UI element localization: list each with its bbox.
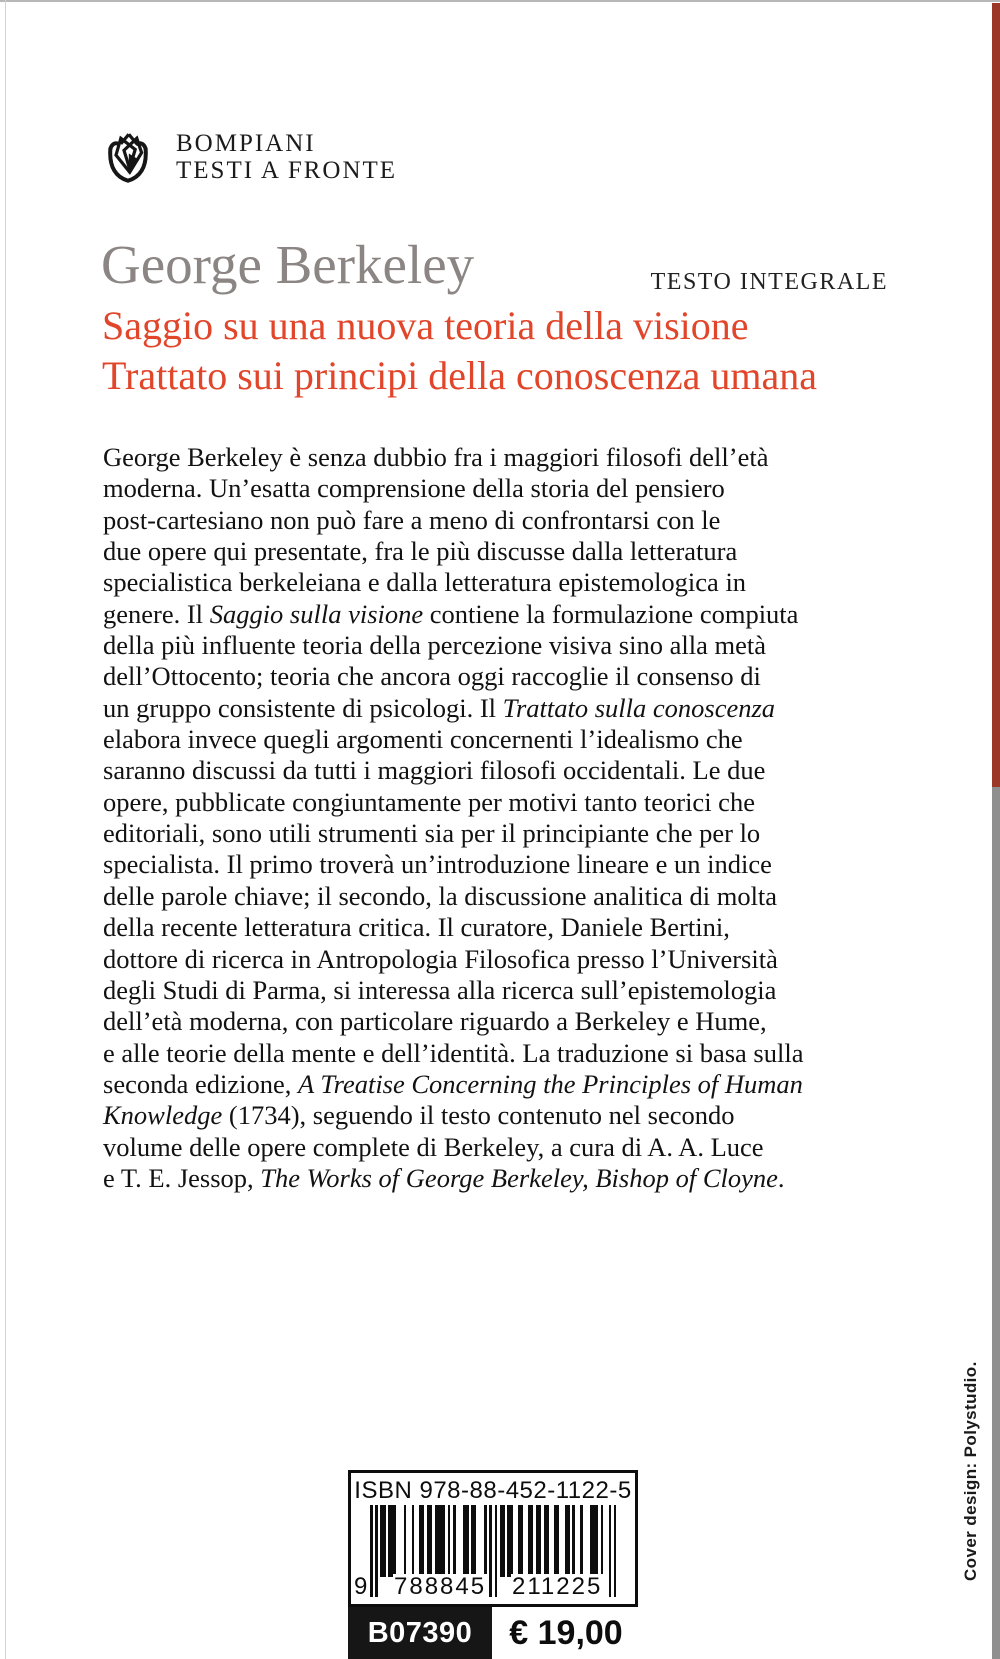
- blurb-line: della recente letteratura critica. Il curatore, Daniele Bertini,: [103, 912, 730, 943]
- author-name: George Berkeley: [101, 234, 475, 295]
- blurb: [103, 442, 803, 1194]
- blurb-line: specialista. Il primo troverà un’introduzione lineare e un indice: [103, 849, 772, 880]
- book-titles: [102, 301, 817, 401]
- isbn-label: ISBN 978-88-452-1122-5: [354, 1477, 632, 1504]
- blurb-line: saranno discussi da tutti i maggiori filosofi occidentali. Le due: [103, 755, 766, 786]
- barcode-digits: [351, 1574, 635, 1600]
- blurb-line: e T. E. Jessop, The Works of George Berkeley, Bishop of Cloyne.: [103, 1162, 785, 1193]
- publisher-line2: TESTI A FRONTE: [176, 157, 398, 184]
- price-band: [348, 1607, 640, 1659]
- blurb-line: seconda edizione, A Treatise Concerning the Principles of Human: [103, 1068, 803, 1099]
- blurb-line: e alle teorie della mente e dell’identità. La traduzione si basa sulla: [103, 1037, 804, 1068]
- blurb-line: elabora invece quegli argomenti concernenti l’idealismo che: [103, 724, 743, 755]
- blurb-line: Knowledge (1734), seguendo il testo contenuto nel secondo: [103, 1100, 735, 1131]
- barcode-digit-group-1: 9: [354, 1573, 370, 1600]
- blurb-line: due opere qui presentate, fra le più discusse dalla letteratura: [103, 536, 738, 567]
- barcode-digit-group-2: 788845: [394, 1573, 487, 1600]
- bompiani-rose-icon: [104, 130, 152, 185]
- spine-stripe-red: [992, 3, 1000, 787]
- catalog-code: B07390: [348, 1607, 492, 1659]
- spine-stripe-gray: [992, 787, 1000, 1659]
- blurb-line: specialistica berkeleiana e dalla letteratura epistemologica in: [103, 567, 747, 598]
- blurb-line: dottore di ricerca in Antropologia Filosofica presso l’Università: [103, 943, 778, 974]
- blurb-line: delle parole chiave; il secondo, la discussione analitica di molta: [103, 880, 778, 911]
- title-line-1: Saggio su una nuova teoria della visione: [102, 303, 749, 348]
- blurb-line: della più influente teoria della percezione visiva sino alla metà: [103, 630, 766, 661]
- blurb-line: degli Studi di Parma, si interessa alla ricerca sull’epistemologia: [103, 974, 777, 1005]
- barcode-digit-group-3: 211225: [512, 1573, 603, 1600]
- cover-design-credit: Cover design: Polystudio.: [961, 1361, 980, 1581]
- blurb-line: dell’età moderna, con particolare riguardo a Berkeley e Hume,: [103, 1006, 767, 1037]
- scan-edge-top: [0, 0, 1000, 2]
- publisher-name: [176, 130, 397, 184]
- blurb-line: un gruppo consistente di psicologi. Il Trattato sulla conoscenza: [103, 692, 776, 723]
- edition-note: TESTO INTEGRALE: [650, 269, 888, 295]
- barcode-box: [348, 1470, 638, 1607]
- scan-edge-left: [5, 0, 6, 1659]
- publisher-block: [104, 128, 397, 185]
- blurb-line: post-cartesiano non può fare a meno di confrontarsi con le: [103, 504, 721, 535]
- publisher-line1: BOMPIANI: [176, 130, 316, 157]
- price: € 19,00: [492, 1607, 640, 1659]
- blurb-line: George Berkeley è senza dubbio fra i maggiori filosofi dell’età: [103, 442, 769, 472]
- blurb-line: editoriali, sono utili strumenti sia per il principiante che per lo: [103, 818, 761, 849]
- blurb-line: opere, pubblicate congiuntamente per motivi tanto teorici che: [103, 786, 755, 817]
- title-line-2: Trattato sui principi della conoscenza umana: [102, 353, 817, 398]
- blurb-line: dell’Ottocento; teoria che ancora oggi raccoglie il consenso di: [103, 661, 761, 692]
- blurb-line: volume delle opere complete di Berkeley, a cura di A. A. Luce: [103, 1131, 764, 1162]
- blurb-line: moderna. Un’esatta comprensione della storia del pensiero: [103, 473, 725, 504]
- blurb-line: genere. Il Saggio sulla visione contiene la formulazione compiuta: [103, 598, 799, 629]
